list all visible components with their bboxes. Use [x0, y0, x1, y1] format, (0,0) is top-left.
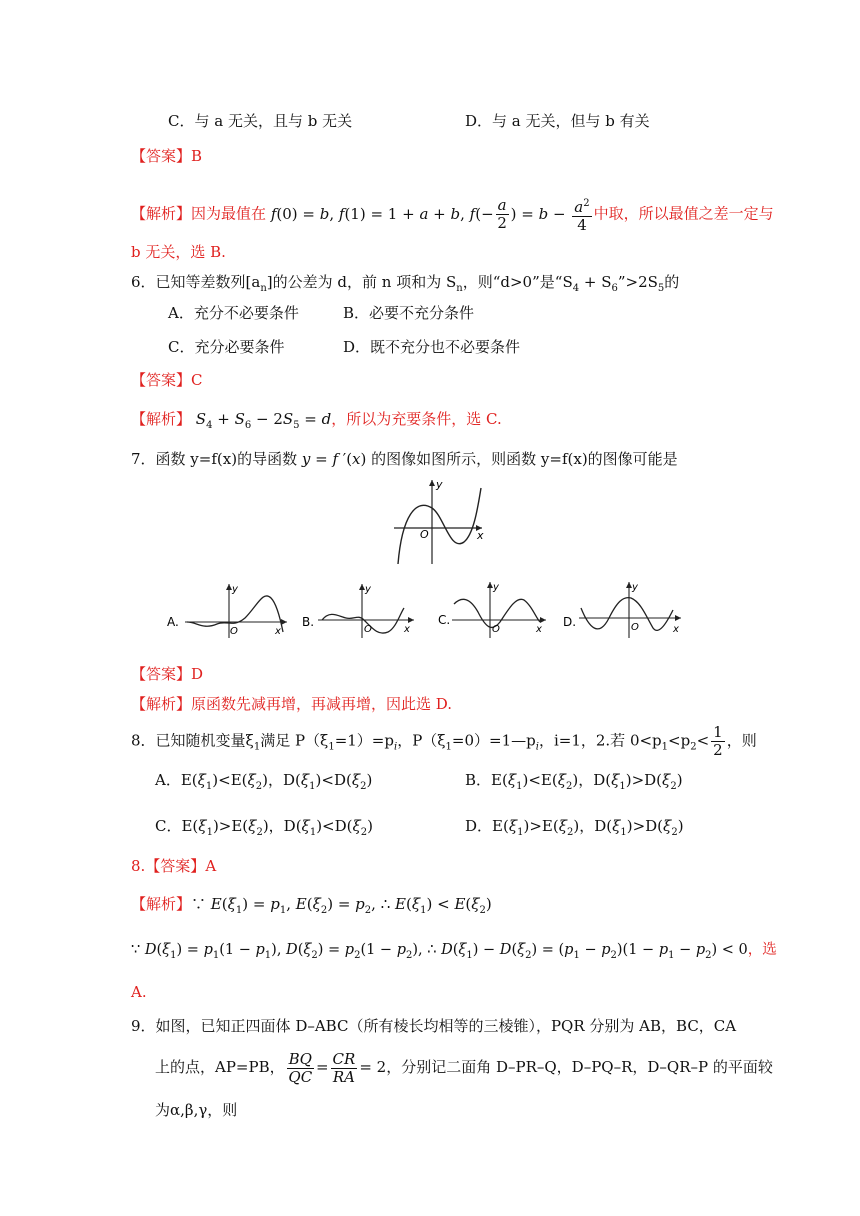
q8-explanation: 【解析】∵ $E(\xi_1) = p_1$, $E(\xi_2) = p_2$, ∴ $E(\xi_1) < E(\xi_2)$: [131, 895, 492, 916]
svg-text:x: x: [275, 626, 281, 637]
svg-text:x: x: [536, 624, 542, 635]
q6-stem: 6．已知等差数列$[a_n]$的公差为 d，前 n 项和为 $S_n$，则“d>0”是“$S_4$ + $S_6”>2S_5$的: [131, 273, 680, 294]
q7-stem: 7．函数 y=f(x)的导函数 y = f ′(x) 的图像如图所示，则函数 y=f(x)的图像可能是: [131, 450, 678, 468]
choice-b-graph: [300, 580, 420, 640]
q8-option-b: B．$E(\xi_1)<E(\xi_2)$，$D(\xi_1)>D(\xi_2)$: [465, 771, 683, 792]
svg-text:C.: C.: [438, 613, 451, 627]
q6-option-b: B．必要不充分条件: [343, 304, 475, 322]
q9-line1: 9．如图，已知正四面体 D–ABC（所有棱长均相等的三棱锥），PQR 分别为 AB，BC，CA: [131, 1017, 737, 1035]
q5-answer: 【答案】B: [131, 147, 203, 165]
q5-explanation-line2: b 无关，选 B.: [131, 243, 226, 261]
q8-option-c: C．$E(\xi_1)>E(\xi_2)$，$D(\xi_1)<D(\xi_2)$: [155, 817, 373, 838]
svg-text:B.: B.: [302, 615, 315, 629]
choice-d-graph: [563, 578, 687, 640]
graph-x-label: x: [477, 529, 484, 542]
svg-text:O: O: [364, 624, 372, 635]
q6-option-c: C．充分必要条件: [168, 338, 285, 356]
q7-answer: 【答案】D: [131, 665, 204, 683]
q6-explanation: 【解析】 $S_4 + S_6 - 2S_5 = d$，所以为充要条件，选 C.: [131, 410, 502, 431]
svg-text:y: y: [232, 584, 238, 595]
q5-explanation: 【解析】因为最值在 f(0) = b, f(1) = 1 + a + b, f(− $\frac{a}{2}$ ) = b − $\frac{a^2}{4}$ 中取，所以最值之差一定与: [131, 196, 774, 234]
svg-text:y: y: [632, 582, 638, 593]
q6-answer: 【答案】C: [131, 371, 203, 389]
svg-text:D.: D.: [563, 615, 577, 629]
q5-option-c: C．与 a 无关，且与 b 无关: [168, 112, 353, 130]
svg-text:O: O: [492, 624, 500, 635]
q9-line3: 为α,β,γ，则: [155, 1101, 238, 1119]
svg-text:A.: A.: [167, 615, 179, 629]
q7-explanation: 【解析】原函数先减再增，再减再增，因此选 D.: [131, 695, 453, 713]
q8-option-a: A．$E(\xi_1)<E(\xi_2)$，$D(\xi_1)<D(\xi_2)$: [155, 771, 373, 792]
q6-option-d: D．既不充分也不必要条件: [343, 338, 521, 356]
choice-c-graph: [436, 578, 552, 640]
graph-y-label: y: [436, 478, 443, 491]
svg-text:y: y: [365, 584, 371, 595]
q8-option-d: D．$E(\xi_1)>E(\xi_2)$，$D(\xi_1)>D(\xi_2)$: [465, 817, 684, 838]
svg-text:y: y: [493, 582, 499, 593]
svg-text:O: O: [631, 622, 639, 633]
q8-explanation-line3: A.: [131, 983, 147, 1001]
q8-explanation-line2: ∵ $D(\xi_1) = p_1(1 - p_1)$, $D(\xi_2) = p_2(1 - p_2)$, ∴ $D(\xi_1) - D(\xi_2) = (p_1 - p_2)(1 - p_1 - p_2) < 0$，选: [131, 942, 777, 961]
svg-text:O: O: [230, 626, 238, 637]
q6-option-a: A．充分不必要条件: [168, 304, 299, 322]
choice-a-graph: [163, 580, 293, 640]
q5-option-d: D．与 a 无关，但与 b 有关: [465, 112, 650, 130]
q8-answer: 8.【答案】A: [131, 857, 217, 875]
svg-text:x: x: [404, 624, 410, 635]
derivative-graph: [388, 476, 488, 568]
graph-origin-label: O: [420, 528, 429, 541]
q9-line2: 上的点，AP=PB， $\frac{BQ}{QC}$ = $\frac{CR}{RA}$ = 2，分别记二面角 D–PR–Q，D–PQ–R，D–QR–P 的平面较: [155, 1049, 773, 1086]
svg-text:x: x: [673, 624, 679, 635]
q8-stem: 8．已知随机变量$\xi_1$满足 $P(\xi_1=1)=p_i$，$P(\xi_1=0)=1—p_i$，i=1，2.若 $0<p_1<p_2<$ $\frac{1}{2}$ ，则: [131, 723, 757, 759]
